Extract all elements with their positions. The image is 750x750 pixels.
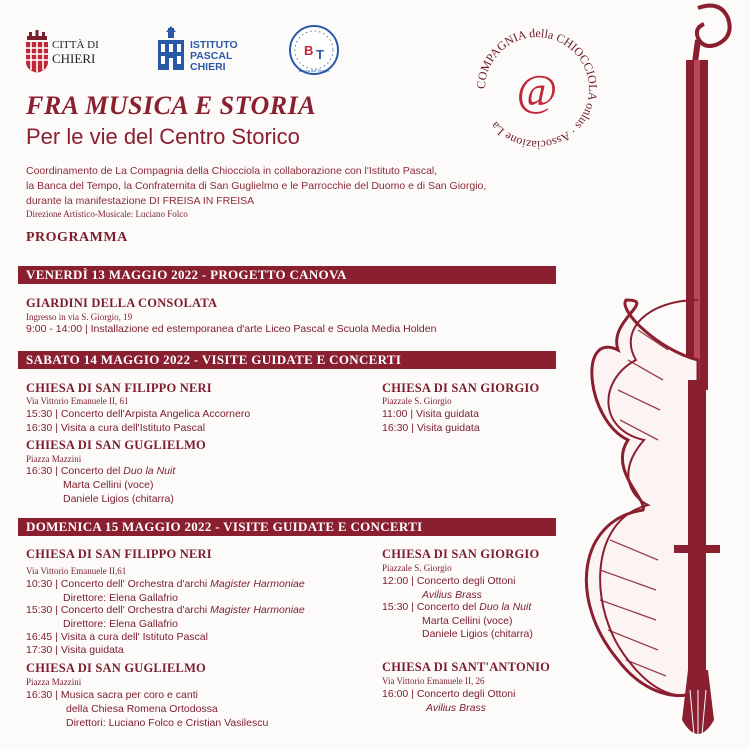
svg-text:T: T (316, 47, 324, 62)
event-text: 15:30 | Concerto del (382, 601, 480, 613)
page-subtitle: Per le vie del Centro Storico (26, 124, 300, 149)
event-line: Daniele Ligios (chitarra) (422, 628, 533, 640)
event-line: 9:00 - 14:00 | Installazione ed estemporanea d'arte Liceo Pascal e Scuola Media Holden (26, 323, 437, 335)
page-title: FRA MUSICA E STORIA (26, 91, 317, 120)
event-line (26, 604, 305, 616)
event-text: 16:30 | Concerto del (26, 465, 124, 477)
event-line: Marta Cellini (voce) (422, 615, 513, 627)
intro-line: durante la manifestazione DI FREISA IN FREISA (26, 195, 255, 207)
pascal-line-3: CHIERI (190, 61, 226, 74)
venue-title: GIARDINI DELLA CONSOLATA (26, 296, 218, 310)
day-band-domenica: DOMENICA 15 MAGGIO 2022 - VISITE GUIDATE E CONCERTI (18, 518, 556, 536)
chieri-coat-of-arms-icon (24, 30, 50, 74)
event-line: Direttore: Elena Gallafrio (63, 618, 178, 630)
venue-title: CHIESA DI SAN GIORGIO (382, 547, 540, 561)
day-band-sabato: SABATO 14 MAGGIO 2022 - VISITE GUIDATE E CONCERTI (18, 351, 556, 369)
event-line: 12:00 | Concerto degli Ottoni (382, 575, 516, 587)
emblem-ring-text: COMPAGNIA della CHIOCCIOLA onlus · Associazione La (473, 25, 601, 153)
venue-title: CHIESA DI SANT'ANTONIO (382, 660, 551, 674)
event-line: Marta Cellini (voce) (63, 479, 154, 491)
ensemble-name: Magister Harmoniae (210, 604, 305, 616)
intro-line: Coordinamento de La Compagnia della Chiocciola in collaborazione con l'Istituto Pascal, (26, 165, 438, 177)
event-text: 10:30 | Concerto dell' Orchestra d'archi (26, 578, 211, 590)
pascal-line-1: ISTITUTO (190, 39, 238, 51)
pascal-line-2: PASCAL (190, 50, 233, 63)
venue-title: CHIESA DI SAN FILIPPO NERI (26, 547, 212, 561)
venue-address: Piazzale S. Giorgio (382, 396, 452, 406)
chieri-line-1: CITTÀ DI (52, 39, 99, 51)
programma-heading: PROGRAMMA (26, 230, 128, 245)
day-band-venerdi: VENERDÌ 13 MAGGIO 2022 - PROGETTO CANOVA (18, 266, 556, 284)
pascal-building-icon (154, 26, 188, 72)
pascal-logo-text (190, 40, 238, 73)
banca-del-tempo-clock-icon (288, 24, 340, 76)
venue-title: CHIESA DI SAN FILIPPO NERI (26, 381, 212, 395)
intro-line: la Banca del Tempo, la Confraternita di San Guglielmo e le Parrocchie del Duomo e di San Giorgio, (26, 180, 487, 192)
banca-tempo-label: Banca del Tempo (298, 68, 330, 73)
svg-text:B: B (304, 43, 314, 58)
venue-address: Piazza Mazzini (26, 677, 82, 687)
ensemble-name: Duo la Nuit (123, 465, 176, 477)
event-line: 17:30 | Visita guidata (26, 644, 124, 656)
venue-title: CHIESA DI SAN GIORGIO (382, 381, 540, 395)
event-line: 11:00 | Visita guidata (382, 408, 479, 420)
event-line: 16:30 | Visita guidata (382, 422, 480, 434)
event-line: 16:00 | Concerto degli Ottoni (382, 688, 516, 700)
event-line: 16:45 | Visita a cura dell' Istituto Pascal (26, 631, 208, 643)
venue-address: Piazza Mazzini (26, 454, 82, 464)
event-line: Direttore: Elena Gallafrio (63, 592, 178, 604)
chieri-logo-text (52, 40, 99, 65)
event-line: della Chiesa Romena Ortodossa (66, 703, 218, 715)
event-line (26, 465, 175, 477)
event-line: 16:30 | Musica sacra per coro e canti (26, 689, 198, 701)
chiocciola-at-icon: @ (516, 66, 558, 115)
chieri-line-2: CHIERI (52, 50, 96, 66)
ensemble-name: Avilius Brass (422, 589, 482, 601)
venue-title: CHIESA DI SAN GUGLIELMO (26, 438, 206, 452)
event-line (26, 578, 305, 590)
event-line: Daniele Ligios (chitarra) (63, 493, 174, 505)
direzione-artistica: Direzione Artistico-Musicale: Luciano Folco (26, 209, 188, 219)
ensemble-name: Magister Harmoniae (210, 578, 305, 590)
event-line: Direttori: Luciano Folco e Cristian Vasilescu (66, 717, 269, 729)
violin-icon (548, 0, 750, 750)
event-text: 15:30 | Concerto dell' Orchestra d'archi (26, 604, 211, 616)
venue-address: Piazzale S. Giorgio (382, 563, 452, 573)
venue-title: CHIESA DI SAN GUGLIELMO (26, 661, 206, 675)
venue-address: Via Vittorio Emanuele II,61 (26, 566, 127, 576)
venue-address: Via Vittorio Emanuele II, 26 (382, 676, 485, 686)
ensemble-name: Duo la Nuit (479, 601, 532, 613)
venue-address: Via Vittorio Emanuele II, 61 (26, 396, 129, 406)
event-line: 16:30 | Visita a cura dell'Istituto Pascal (26, 422, 206, 434)
event-line: 15:30 | Concerto dell'Arpista Angelica Accornero (26, 408, 251, 420)
venue-address: Ingresso in via S. Giorgio, 19 (26, 312, 133, 322)
event-line (382, 601, 531, 613)
ensemble-name: Avilius Brass (426, 702, 486, 714)
